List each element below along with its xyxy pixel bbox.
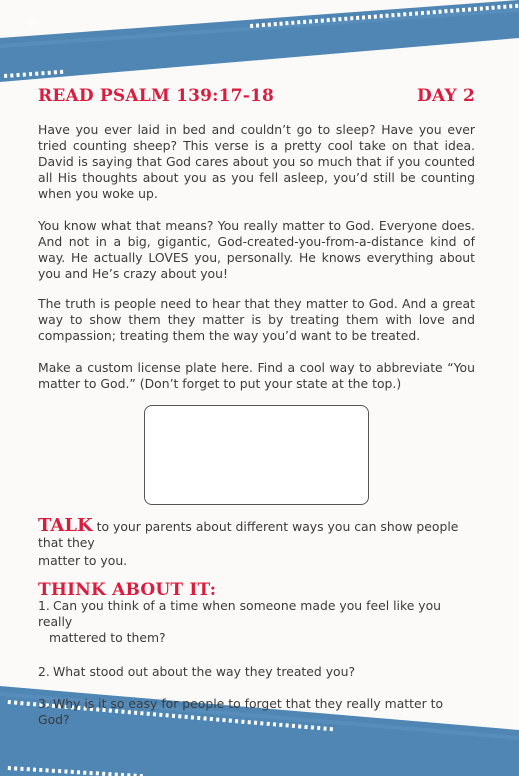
perforation-mark bbox=[497, 5, 500, 9]
perforation-mark bbox=[491, 6, 494, 10]
perforation-mark bbox=[438, 10, 441, 14]
talk-line bbox=[38, 515, 475, 551]
perforation-mark bbox=[8, 700, 11, 704]
reading-title: READ PSALM 139:17-18 bbox=[38, 86, 275, 106]
perforation-mark bbox=[102, 772, 105, 776]
paragraph-3: The truth is people need to hear that they matter to God. And a great way to show them they matter is by treating them with love and compassion; treating them the way you’d want to be treated. bbox=[38, 296, 475, 343]
perforation-mark bbox=[321, 18, 324, 22]
paragraph-2-block bbox=[38, 218, 475, 282]
perforation-mark bbox=[338, 17, 341, 21]
license-plate-drawing-box[interactable] bbox=[144, 405, 369, 505]
perforation-mark bbox=[356, 16, 359, 20]
talk-text: to your parents about different ways you can show people that they bbox=[38, 519, 459, 550]
perforation-mark bbox=[16, 73, 19, 77]
perforation-mark bbox=[27, 702, 30, 706]
perforation-mark bbox=[4, 74, 7, 78]
day-label: DAY 2 bbox=[417, 86, 475, 106]
perforation-mark bbox=[515, 4, 518, 8]
talk-continuation: matter to you. bbox=[38, 553, 128, 568]
question-number: 2. bbox=[38, 664, 50, 679]
think-about-it-title: THINK ABOUT IT: bbox=[38, 580, 217, 600]
perforation-mark bbox=[374, 14, 377, 18]
perforation-mark bbox=[60, 70, 63, 74]
perforation-mark bbox=[20, 767, 23, 771]
question-text-continued: mattered to them? bbox=[49, 630, 166, 645]
perforation-mark bbox=[279, 22, 282, 26]
perforation-mark bbox=[433, 10, 436, 14]
perforation-mark bbox=[23, 72, 26, 76]
perforation-mark bbox=[14, 701, 17, 705]
perforation-mark bbox=[35, 72, 38, 76]
paragraph-4-block bbox=[38, 360, 475, 392]
question-text: Can you think of a time when someone made you feel like you really bbox=[38, 598, 442, 629]
perforation-mark bbox=[332, 18, 335, 22]
perforation-mark bbox=[415, 11, 418, 15]
perforation-mark bbox=[54, 70, 57, 74]
paragraph-2: You know what that means? You really matter to God. Everyone does. And not in a big, gigantic, God-created-you-from-a-distance kind of way. He actually LOVES you, personally. He knows everything about you and He’s crazy about you! bbox=[38, 218, 475, 281]
perforation-mark bbox=[83, 771, 86, 775]
perforation-mark bbox=[444, 9, 447, 13]
paragraph-1-block bbox=[38, 122, 475, 202]
perforation-mark bbox=[409, 12, 412, 16]
question-text: What stood out about the way they treated you? bbox=[52, 664, 356, 679]
perforation-mark bbox=[368, 15, 371, 19]
perforation-mark bbox=[427, 10, 430, 14]
top-filmstrip-banner bbox=[0, 0, 519, 90]
perforation-mark bbox=[41, 71, 44, 75]
question-3 bbox=[38, 696, 478, 728]
perforation-mark bbox=[250, 24, 253, 28]
perforation-mark bbox=[391, 13, 394, 17]
perforation-mark bbox=[397, 13, 400, 17]
perforation-mark bbox=[509, 4, 512, 8]
perforation-mark bbox=[303, 20, 306, 24]
perforation-mark bbox=[309, 19, 312, 23]
perforation-mark bbox=[33, 768, 36, 772]
filmstrip-perforations-top bbox=[30, 22, 34, 25]
perforation-mark bbox=[385, 14, 388, 18]
perforation-mark bbox=[48, 71, 51, 75]
perforation-mark bbox=[462, 8, 465, 12]
perforation-mark bbox=[10, 73, 13, 77]
paragraph-4: Make a custom license plate here. Find a cool way to abbreviate “You matter to God.” (Don’t forget to put your state at the top.) bbox=[38, 360, 475, 391]
perforation-mark bbox=[45, 768, 48, 772]
heading-row bbox=[38, 86, 475, 106]
perforation-mark bbox=[456, 8, 459, 12]
perforation-mark bbox=[27, 767, 30, 771]
perforation-mark bbox=[486, 6, 489, 10]
perforation-mark bbox=[108, 772, 111, 776]
perforation-mark bbox=[29, 72, 32, 76]
perforation-mark bbox=[64, 769, 67, 773]
perforation-mark bbox=[450, 9, 453, 13]
perforation-mark bbox=[403, 12, 406, 16]
perforation-mark bbox=[380, 14, 383, 18]
perforation-mark bbox=[285, 21, 288, 25]
perforation-mark bbox=[96, 771, 99, 775]
perforation-mark bbox=[33, 702, 36, 706]
perforation-mark bbox=[344, 17, 347, 21]
perforation-mark bbox=[52, 769, 55, 773]
perforation-mark bbox=[89, 771, 92, 775]
questions-list bbox=[38, 598, 478, 728]
perforation-mark bbox=[115, 773, 118, 776]
perforation-mark bbox=[274, 22, 277, 26]
perforation-mark bbox=[20, 701, 23, 705]
question-number: 3. bbox=[38, 696, 50, 711]
question-text: Why is it so easy for people to forget that they really matter to God? bbox=[38, 696, 444, 727]
perforation-mark bbox=[262, 23, 265, 27]
perforation-mark bbox=[327, 18, 330, 22]
perforation-mark bbox=[468, 7, 471, 11]
talk-label: TALK bbox=[38, 515, 93, 536]
perforation-mark bbox=[362, 15, 365, 19]
question-number: 1. bbox=[38, 598, 50, 613]
question-2 bbox=[38, 664, 478, 680]
perforation-mark bbox=[77, 770, 80, 774]
perforation-mark bbox=[503, 5, 506, 9]
question-1 bbox=[38, 598, 478, 646]
perforation-mark bbox=[256, 23, 259, 27]
perforation-mark bbox=[421, 11, 424, 15]
perforation-mark bbox=[14, 766, 17, 770]
paragraph-3-block bbox=[38, 296, 475, 344]
perforation-mark bbox=[8, 766, 11, 770]
perforation-mark bbox=[58, 769, 61, 773]
perforation-mark bbox=[350, 16, 353, 20]
perforation-mark bbox=[480, 6, 483, 10]
perforation-mark bbox=[71, 770, 74, 774]
perforation-mark bbox=[291, 21, 294, 25]
perforation-mark bbox=[474, 7, 477, 11]
perforation-mark bbox=[297, 20, 300, 24]
paragraph-1: Have you ever laid in bed and couldn’t go to sleep? Have you ever tried counting sheep? This verse is a pretty cool take on that idea. David is saying that God cares about you so much that if you counted all His thoughts about you as you fell asleep, you’d still be counting when you woke up. bbox=[38, 122, 475, 201]
perforation-mark bbox=[315, 19, 318, 23]
perforation-mark bbox=[39, 768, 42, 772]
perforation-mark bbox=[268, 22, 271, 26]
